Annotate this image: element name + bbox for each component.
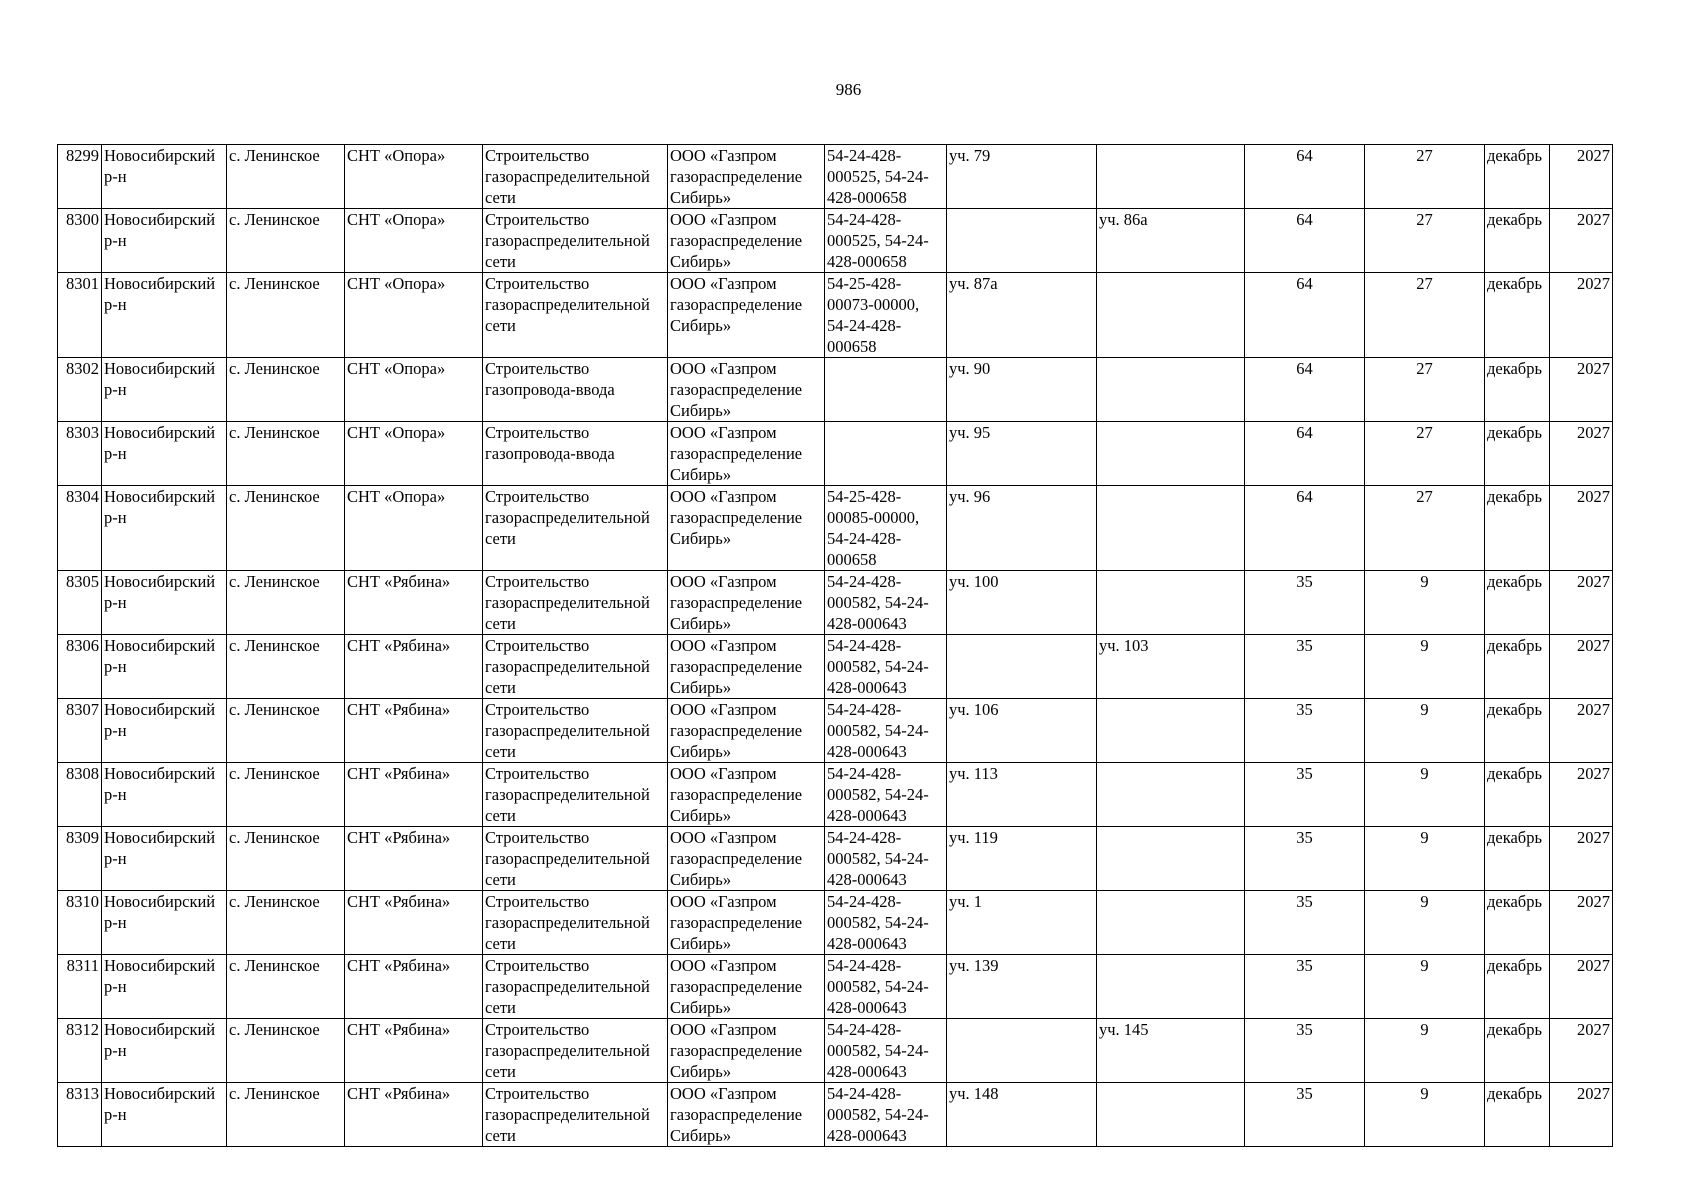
cell-organization: ООО «Газпром газораспределение Сибирь»: [668, 763, 825, 827]
cell-work-type: Строительство газопровода-ввода: [483, 422, 668, 486]
cell-organization: ООО «Газпром газораспределение Сибирь»: [668, 358, 825, 422]
cell-year: 2027: [1550, 571, 1613, 635]
cell-district: Новосибирский р-н: [102, 763, 227, 827]
cell-plot-a: уч. 90: [947, 358, 1097, 422]
cell-organization: ООО «Газпром газораспределение Сибирь»: [668, 827, 825, 891]
cell-value-2: 9: [1365, 635, 1485, 699]
table-row: [58, 486, 1613, 571]
cell-value-1: 64: [1245, 209, 1365, 273]
table-row: [58, 635, 1613, 699]
cell-settlement: с. Ленинское: [227, 891, 345, 955]
cell-plot-b: уч. 145: [1097, 1019, 1245, 1083]
cell-month: декабрь: [1485, 891, 1550, 955]
cell-object: СНТ «Опора»: [345, 145, 483, 209]
cell-row-number: 8304: [58, 486, 102, 571]
cell-value-2: 27: [1365, 358, 1485, 422]
table-row: [58, 571, 1613, 635]
cell-work-type: Строительство газораспределительной сети: [483, 699, 668, 763]
table-body: [58, 145, 1613, 1147]
cell-cadastral-number: 54-24-428-000582, 54-24-428-000643: [825, 763, 947, 827]
cell-object: СНТ «Рябина»: [345, 891, 483, 955]
cell-work-type: Строительство газораспределительной сети: [483, 635, 668, 699]
table-row: [58, 145, 1613, 209]
cell-value-2: 27: [1365, 145, 1485, 209]
cell-object: СНТ «Рябина»: [345, 571, 483, 635]
table-row: [58, 699, 1613, 763]
cell-row-number: 8309: [58, 827, 102, 891]
cell-plot-a: [947, 635, 1097, 699]
cell-settlement: с. Ленинское: [227, 955, 345, 1019]
cell-month: декабрь: [1485, 571, 1550, 635]
cell-cadastral-number: 54-24-428-000582, 54-24-428-000643: [825, 955, 947, 1019]
cell-work-type: Строительство газопровода-ввода: [483, 358, 668, 422]
cell-value-1: 64: [1245, 486, 1365, 571]
cell-object: СНТ «Рябина»: [345, 955, 483, 1019]
cell-object: СНТ «Рябина»: [345, 763, 483, 827]
table-row: [58, 763, 1613, 827]
cell-year: 2027: [1550, 209, 1613, 273]
cell-value-2: 9: [1365, 571, 1485, 635]
cell-plot-b: [1097, 1083, 1245, 1147]
cell-cadastral-number: 54-24-428-000582, 54-24-428-000643: [825, 571, 947, 635]
cell-object: СНТ «Рябина»: [345, 1019, 483, 1083]
cell-cadastral-number: 54-25-428-00073-00000, 54-24-428-000658: [825, 273, 947, 358]
cell-organization: ООО «Газпром газораспределение Сибирь»: [668, 635, 825, 699]
cell-row-number: 8306: [58, 635, 102, 699]
cell-organization: ООО «Газпром газораспределение Сибирь»: [668, 1083, 825, 1147]
cell-organization: ООО «Газпром газораспределение Сибирь»: [668, 273, 825, 358]
cell-month: декабрь: [1485, 763, 1550, 827]
cell-row-number: 8313: [58, 1083, 102, 1147]
cell-plot-b: [1097, 486, 1245, 571]
cell-value-1: 35: [1245, 955, 1365, 1019]
cell-cadastral-number: [825, 422, 947, 486]
cell-month: декабрь: [1485, 955, 1550, 1019]
cell-settlement: с. Ленинское: [227, 1083, 345, 1147]
cell-work-type: Строительство газораспределительной сети: [483, 571, 668, 635]
cell-value-2: 9: [1365, 827, 1485, 891]
cell-value-1: 64: [1245, 273, 1365, 358]
cell-cadastral-number: 54-24-428-000525, 54-24-428-000658: [825, 145, 947, 209]
cell-district: Новосибирский р-н: [102, 699, 227, 763]
cell-plot-b: [1097, 699, 1245, 763]
cell-month: декабрь: [1485, 1019, 1550, 1083]
cell-year: 2027: [1550, 486, 1613, 571]
cell-district: Новосибирский р-н: [102, 273, 227, 358]
cell-object: СНТ «Рябина»: [345, 1083, 483, 1147]
cell-cadastral-number: 54-24-428-000582, 54-24-428-000643: [825, 699, 947, 763]
cell-value-1: 35: [1245, 827, 1365, 891]
cell-organization: ООО «Газпром газораспределение Сибирь»: [668, 145, 825, 209]
cell-value-1: 35: [1245, 891, 1365, 955]
cell-row-number: 8302: [58, 358, 102, 422]
cell-organization: ООО «Газпром газораспределение Сибирь»: [668, 891, 825, 955]
cell-settlement: с. Ленинское: [227, 827, 345, 891]
cell-year: 2027: [1550, 699, 1613, 763]
cell-year: 2027: [1550, 827, 1613, 891]
cell-cadastral-number: 54-25-428-00085-00000, 54-24-428-000658: [825, 486, 947, 571]
cell-value-2: 9: [1365, 1083, 1485, 1147]
cell-plot-a: [947, 209, 1097, 273]
cell-district: Новосибирский р-н: [102, 1083, 227, 1147]
cell-settlement: с. Ленинское: [227, 422, 345, 486]
cell-month: декабрь: [1485, 486, 1550, 571]
cell-month: декабрь: [1485, 827, 1550, 891]
cell-object: СНТ «Опора»: [345, 422, 483, 486]
cell-work-type: Строительство газораспределительной сети: [483, 209, 668, 273]
cell-value-2: 9: [1365, 955, 1485, 1019]
cell-value-2: 9: [1365, 891, 1485, 955]
cell-settlement: с. Ленинское: [227, 1019, 345, 1083]
cell-row-number: 8307: [58, 699, 102, 763]
cell-year: 2027: [1550, 891, 1613, 955]
cell-year: 2027: [1550, 955, 1613, 1019]
cell-value-1: 64: [1245, 145, 1365, 209]
cell-plot-a: уч. 95: [947, 422, 1097, 486]
cell-value-2: 27: [1365, 486, 1485, 571]
table-row: [58, 358, 1613, 422]
cell-object: СНТ «Рябина»: [345, 635, 483, 699]
cell-district: Новосибирский р-н: [102, 955, 227, 1019]
cell-plot-b: [1097, 422, 1245, 486]
cell-year: 2027: [1550, 422, 1613, 486]
cell-settlement: с. Ленинское: [227, 699, 345, 763]
cell-settlement: с. Ленинское: [227, 358, 345, 422]
cell-plot-a: уч. 148: [947, 1083, 1097, 1147]
cell-value-1: 35: [1245, 571, 1365, 635]
cell-row-number: 8300: [58, 209, 102, 273]
cell-month: декабрь: [1485, 273, 1550, 358]
cell-district: Новосибирский р-н: [102, 209, 227, 273]
cell-organization: ООО «Газпром газораспределение Сибирь»: [668, 486, 825, 571]
cell-row-number: 8308: [58, 763, 102, 827]
cell-settlement: с. Ленинское: [227, 273, 345, 358]
cell-object: СНТ «Опора»: [345, 358, 483, 422]
cell-cadastral-number: 54-24-428-000582, 54-24-428-000643: [825, 635, 947, 699]
cell-district: Новосибирский р-н: [102, 635, 227, 699]
cell-work-type: Строительство газораспределительной сети: [483, 955, 668, 1019]
cell-year: 2027: [1550, 1083, 1613, 1147]
cell-cadastral-number: 54-24-428-000582, 54-24-428-000643: [825, 1019, 947, 1083]
cell-work-type: Строительство газораспределительной сети: [483, 1019, 668, 1083]
cell-district: Новосибирский р-н: [102, 145, 227, 209]
table-row: [58, 827, 1613, 891]
cell-organization: ООО «Газпром газораспределение Сибирь»: [668, 422, 825, 486]
cell-plot-a: [947, 1019, 1097, 1083]
cell-cadastral-number: [825, 358, 947, 422]
cell-value-2: 9: [1365, 699, 1485, 763]
cell-month: декабрь: [1485, 1083, 1550, 1147]
table-row: [58, 1019, 1613, 1083]
cell-year: 2027: [1550, 763, 1613, 827]
cell-object: СНТ «Рябина»: [345, 699, 483, 763]
cell-value-2: 27: [1365, 422, 1485, 486]
cell-value-1: 35: [1245, 1019, 1365, 1083]
cell-plot-a: уч. 113: [947, 763, 1097, 827]
cell-row-number: 8305: [58, 571, 102, 635]
cell-year: 2027: [1550, 1019, 1613, 1083]
cell-object: СНТ «Опора»: [345, 486, 483, 571]
cell-object: СНТ «Рябина»: [345, 827, 483, 891]
cell-plot-b: [1097, 827, 1245, 891]
cell-district: Новосибирский р-н: [102, 422, 227, 486]
cell-object: СНТ «Опора»: [345, 209, 483, 273]
cell-plot-b: [1097, 763, 1245, 827]
cell-district: Новосибирский р-н: [102, 486, 227, 571]
cell-value-1: 35: [1245, 699, 1365, 763]
cell-month: декабрь: [1485, 145, 1550, 209]
table-row: [58, 422, 1613, 486]
cell-year: 2027: [1550, 145, 1613, 209]
cell-value-1: 64: [1245, 422, 1365, 486]
cell-value-1: 35: [1245, 1083, 1365, 1147]
cell-year: 2027: [1550, 358, 1613, 422]
cell-district: Новосибирский р-н: [102, 358, 227, 422]
cell-cadastral-number: 54-24-428-000582, 54-24-428-000643: [825, 1083, 947, 1147]
cell-object: СНТ «Опора»: [345, 273, 483, 358]
table-row: [58, 209, 1613, 273]
cell-work-type: Строительство газораспределительной сети: [483, 1083, 668, 1147]
cell-plot-a: уч. 100: [947, 571, 1097, 635]
cell-month: декабрь: [1485, 635, 1550, 699]
cell-year: 2027: [1550, 273, 1613, 358]
cell-value-2: 9: [1365, 1019, 1485, 1083]
cell-year: 2027: [1550, 635, 1613, 699]
cell-row-number: 8301: [58, 273, 102, 358]
cell-settlement: с. Ленинское: [227, 763, 345, 827]
cell-cadastral-number: 54-24-428-000582, 54-24-428-000643: [825, 827, 947, 891]
cell-district: Новосибирский р-н: [102, 571, 227, 635]
cell-plot-a: уч. 119: [947, 827, 1097, 891]
cell-plot-b: [1097, 955, 1245, 1019]
cell-value-1: 35: [1245, 763, 1365, 827]
cell-district: Новосибирский р-н: [102, 1019, 227, 1083]
cell-work-type: Строительство газораспределительной сети: [483, 273, 668, 358]
cell-organization: ООО «Газпром газораспределение Сибирь»: [668, 209, 825, 273]
table-row: [58, 891, 1613, 955]
cell-district: Новосибирский р-н: [102, 891, 227, 955]
cell-month: декабрь: [1485, 358, 1550, 422]
cell-cadastral-number: 54-24-428-000525, 54-24-428-000658: [825, 209, 947, 273]
cell-plot-a: уч. 87а: [947, 273, 1097, 358]
cell-plot-a: уч. 139: [947, 955, 1097, 1019]
cell-row-number: 8299: [58, 145, 102, 209]
cell-work-type: Строительство газораспределительной сети: [483, 763, 668, 827]
cell-row-number: 8303: [58, 422, 102, 486]
cell-plot-a: уч. 79: [947, 145, 1097, 209]
cell-plot-b: [1097, 273, 1245, 358]
cell-organization: ООО «Газпром газораспределение Сибирь»: [668, 1019, 825, 1083]
cell-row-number: 8310: [58, 891, 102, 955]
cell-work-type: Строительство газораспределительной сети: [483, 827, 668, 891]
gasification-table: [57, 144, 1613, 1147]
page-number: 986: [835, 80, 862, 99]
cell-work-type: Строительство газораспределительной сети: [483, 145, 668, 209]
cell-value-2: 27: [1365, 209, 1485, 273]
cell-plot-b: уч. 103: [1097, 635, 1245, 699]
cell-plot-b: [1097, 145, 1245, 209]
cell-organization: ООО «Газпром газораспределение Сибирь»: [668, 571, 825, 635]
cell-settlement: с. Ленинское: [227, 209, 345, 273]
cell-plot-b: [1097, 571, 1245, 635]
cell-plot-b: [1097, 891, 1245, 955]
cell-district: Новосибирский р-н: [102, 827, 227, 891]
cell-plot-b: уч. 86а: [1097, 209, 1245, 273]
cell-value-2: 9: [1365, 763, 1485, 827]
cell-settlement: с. Ленинское: [227, 635, 345, 699]
cell-value-1: 35: [1245, 635, 1365, 699]
table-row: [58, 273, 1613, 358]
cell-work-type: Строительство газораспределительной сети: [483, 891, 668, 955]
cell-value-1: 64: [1245, 358, 1365, 422]
cell-plot-a: уч. 96: [947, 486, 1097, 571]
cell-settlement: с. Ленинское: [227, 571, 345, 635]
cell-organization: ООО «Газпром газораспределение Сибирь»: [668, 955, 825, 1019]
cell-cadastral-number: 54-24-428-000582, 54-24-428-000643: [825, 891, 947, 955]
cell-month: декабрь: [1485, 699, 1550, 763]
cell-month: декабрь: [1485, 209, 1550, 273]
cell-work-type: Строительство газораспределительной сети: [483, 486, 668, 571]
table-row: [58, 1083, 1613, 1147]
cell-row-number: 8312: [58, 1019, 102, 1083]
table-row: [58, 955, 1613, 1019]
cell-plot-b: [1097, 358, 1245, 422]
cell-plot-a: уч. 1: [947, 891, 1097, 955]
cell-row-number: 8311: [58, 955, 102, 1019]
cell-plot-a: уч. 106: [947, 699, 1097, 763]
cell-value-2: 27: [1365, 273, 1485, 358]
cell-month: декабрь: [1485, 422, 1550, 486]
cell-settlement: с. Ленинское: [227, 486, 345, 571]
cell-settlement: с. Ленинское: [227, 145, 345, 209]
cell-organization: ООО «Газпром газораспределение Сибирь»: [668, 699, 825, 763]
